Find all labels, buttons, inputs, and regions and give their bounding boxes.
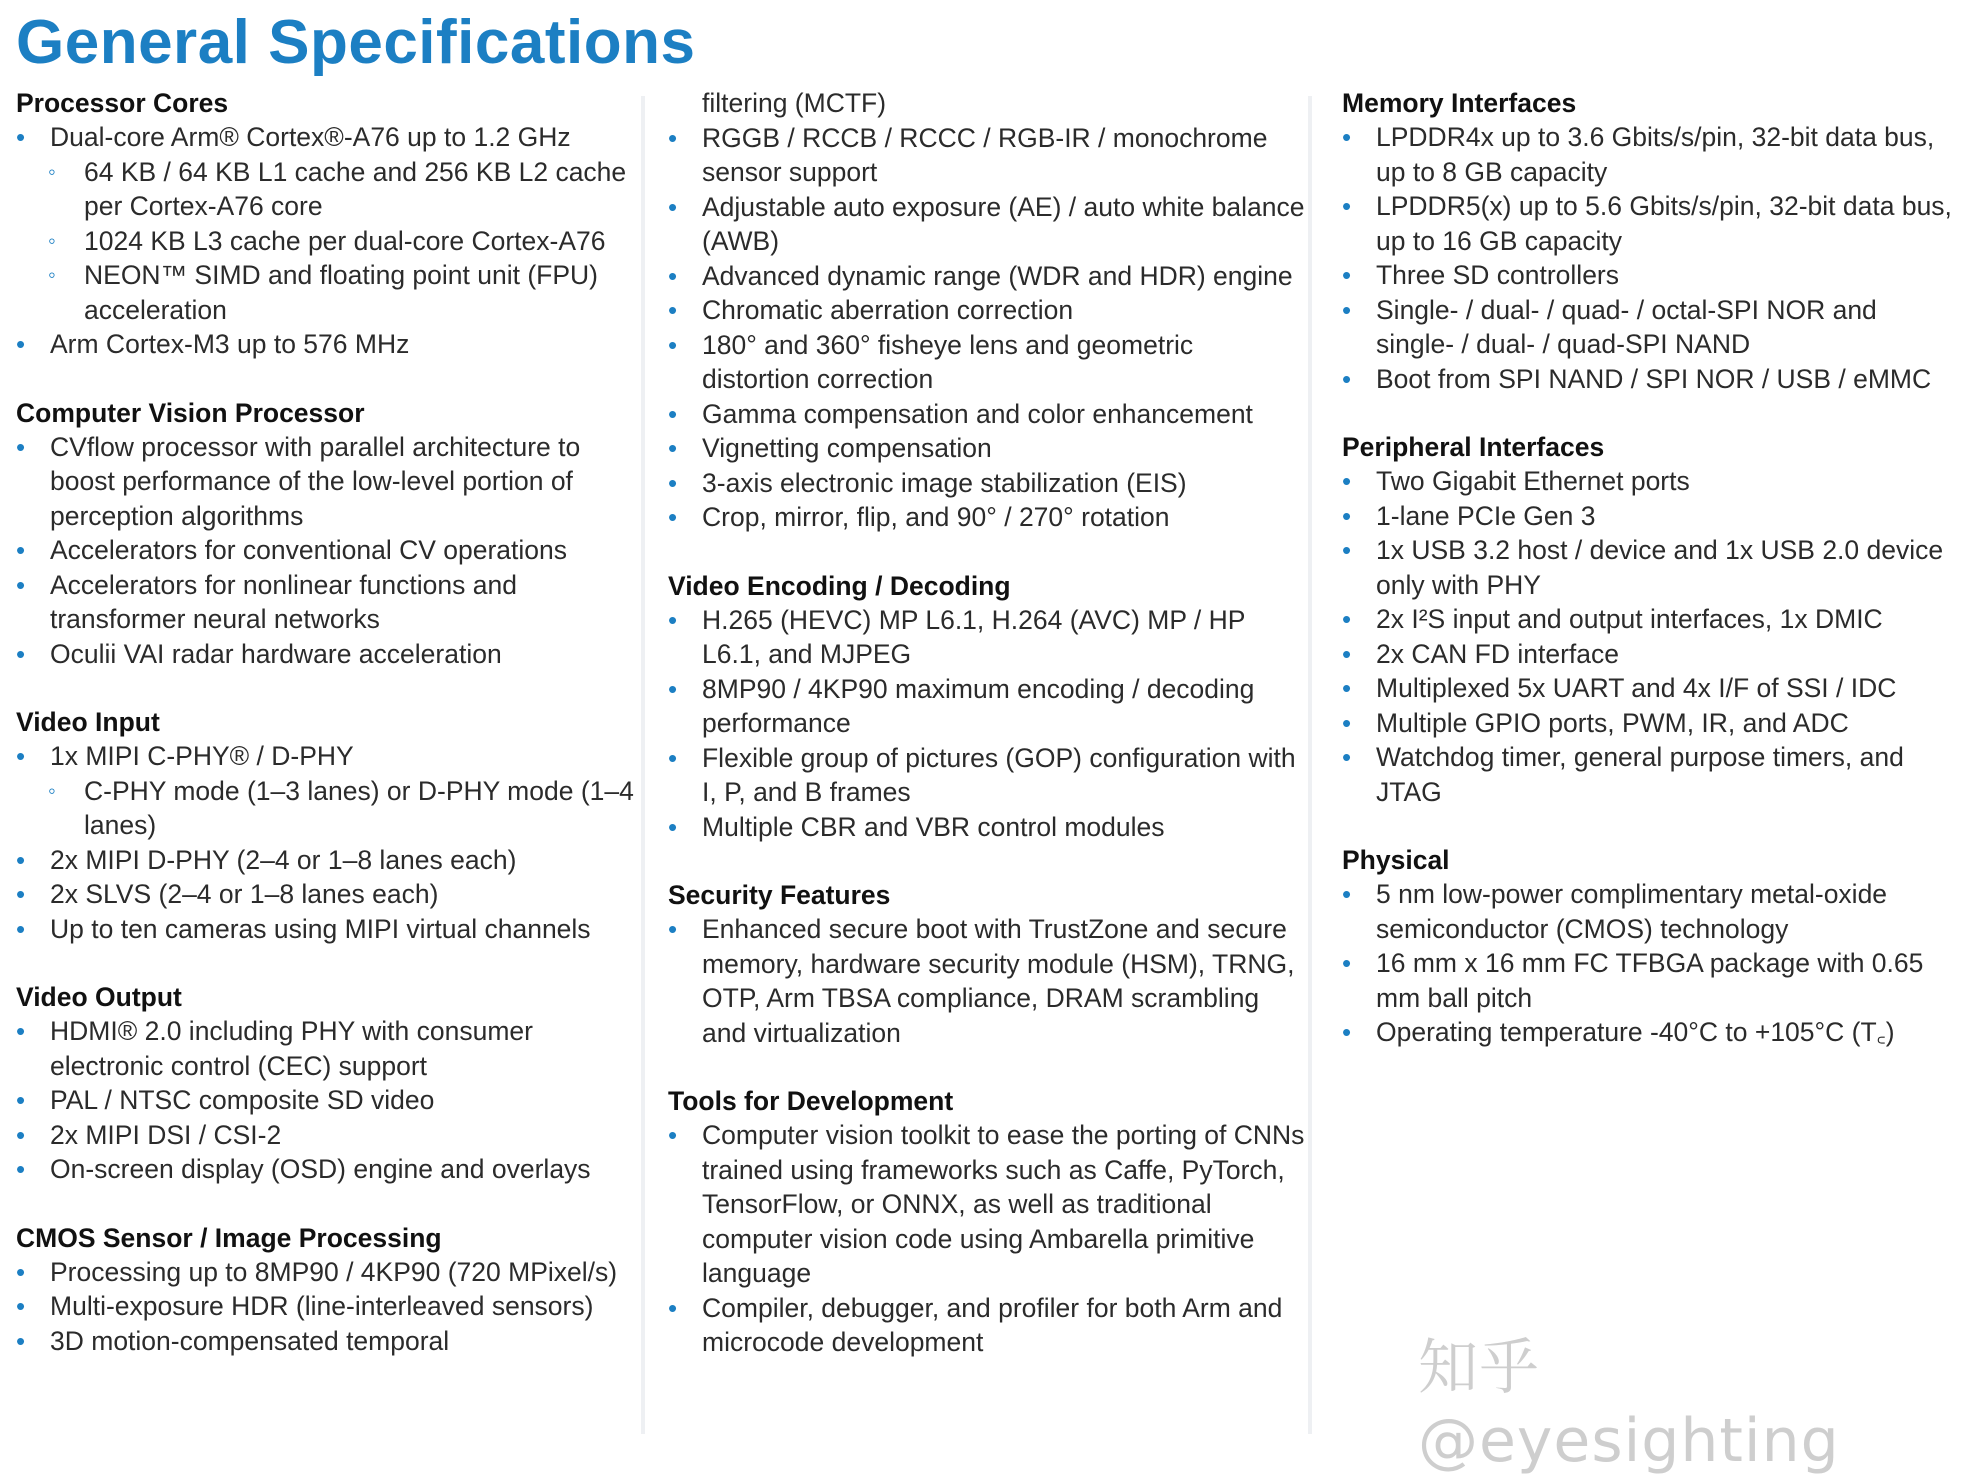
spec-list bbox=[668, 603, 1308, 845]
list-item: • H.265 (HEVC) MP L6.1, H.264 (AVC) MP / HP L6.1, and MJPEG bbox=[668, 603, 1308, 672]
list-item: • 2x MIPI D-PHY (2–4 or 1–8 lanes each) bbox=[16, 843, 636, 878]
column-divider bbox=[1308, 96, 1312, 1434]
spec-column-3 bbox=[1342, 86, 1962, 1084]
list-item: • 3-axis electronic image stabilization (EIS) bbox=[668, 466, 1308, 501]
list-item: • LPDDR4x up to 3.6 Gbits/s/pin, 32-bit data bus, up to 8 GB capacity bbox=[1342, 120, 1962, 189]
section-cmos-sensor-image-processing bbox=[16, 1221, 636, 1359]
spec-list bbox=[1342, 877, 1962, 1050]
list-item: • On-screen display (OSD) engine and overlays bbox=[16, 1152, 636, 1187]
section-title: Physical bbox=[1342, 845, 1450, 875]
list-item: • 1-lane PCIe Gen 3 bbox=[1342, 499, 1962, 534]
list-item: • Flexible group of pictures (GOP) configuration with I, P, and B frames bbox=[668, 741, 1308, 810]
section-title: Computer Vision Processor bbox=[16, 397, 365, 428]
spec-list bbox=[668, 1118, 1308, 1360]
list-item: • LPDDR5(x) up to 5.6 Gbits/s/pin, 32-bit data bus, up to 16 GB capacity bbox=[1342, 189, 1962, 258]
watermark-text: 知乎 @eyesighting bbox=[1418, 1333, 1840, 1476]
sub-list-item: ◦ NEON™ SIMD and floating point unit (FPU) acceleration bbox=[16, 258, 636, 327]
list-item: • 8MP90 / 4KP90 maximum encoding / decoding performance bbox=[668, 672, 1308, 741]
section-video-output bbox=[16, 980, 636, 1187]
list-item: • Multi-exposure HDR (line-interleaved sensors) bbox=[16, 1289, 636, 1324]
list-item: • CVflow processor with parallel architecture to boost performance of the low-level portion of perception algorithms bbox=[16, 430, 636, 534]
section-title: CMOS Sensor / Image Processing bbox=[16, 1222, 442, 1253]
list-item: • Vignetting compensation bbox=[668, 431, 1308, 466]
spec-list bbox=[16, 1014, 636, 1187]
page-title: General Specifications bbox=[16, 8, 696, 77]
list-item: • Single- / dual- / quad- / octal-SPI NOR and single- / dual- / quad-SPI NAND bbox=[1342, 293, 1962, 362]
section-title: Peripheral Interfaces bbox=[1342, 432, 1605, 462]
section-video-encoding-decoding bbox=[668, 569, 1308, 845]
spec-column-1 bbox=[16, 86, 636, 1392]
list-item: • 5 nm low-power complimentary metal-oxide semiconductor (CMOS) technology bbox=[1342, 877, 1962, 946]
list-item: • 16 mm x 16 mm FC TFBGA package with 0.65 mm ball pitch bbox=[1342, 946, 1962, 1015]
section-processor-cores bbox=[16, 86, 636, 362]
spec-list bbox=[16, 430, 636, 672]
section-computer-vision-processor bbox=[16, 396, 636, 672]
list-item: • 3D motion-compensated temporal bbox=[16, 1324, 636, 1359]
list-item: • Processing up to 8MP90 / 4KP90 (720 MPixel/s) bbox=[16, 1255, 636, 1290]
list-item: • Multiplexed 5x UART and 4x I/F of SSI / IDC bbox=[1342, 671, 1962, 706]
list-item: • Up to ten cameras using MIPI virtual channels bbox=[16, 912, 636, 947]
spec-list bbox=[16, 739, 636, 946]
list-item: • 2x I²S input and output interfaces, 1x DMIC bbox=[1342, 602, 1962, 637]
section-title: Video Output bbox=[16, 982, 182, 1012]
list-item: • Two Gigabit Ethernet ports bbox=[1342, 464, 1962, 499]
list-item: • Dual-core Arm® Cortex®-A76 up to 1.2 GHz bbox=[16, 120, 636, 155]
section-title: Processor Cores bbox=[16, 88, 229, 118]
list-item: • HDMI® 2.0 including PHY with consumer electronic control (CEC) support bbox=[16, 1014, 636, 1083]
list-item: • PAL / NTSC composite SD video bbox=[16, 1083, 636, 1118]
sub-list-item: ◦ 1024 KB L3 cache per dual-core Cortex-A76 bbox=[16, 224, 636, 259]
spec-list bbox=[668, 912, 1308, 1050]
list-item: • RGGB / RCCB / RCCC / RGB-IR / monochrome sensor support bbox=[668, 121, 1308, 190]
list-item: • 180° and 360° fisheye lens and geometric distortion correction bbox=[668, 328, 1308, 397]
list-item: • Three SD controllers bbox=[1342, 258, 1962, 293]
list-item: • 2x SLVS (2–4 or 1–8 lanes each) bbox=[16, 877, 636, 912]
column-divider bbox=[641, 96, 645, 1434]
sub-list-item: ◦ C-PHY mode (1–3 lanes) or D-PHY mode (1–4 lanes) bbox=[16, 774, 636, 843]
spec-column-2 bbox=[668, 86, 1308, 1394]
section-continued bbox=[668, 86, 1308, 535]
list-item: • Multiple GPIO ports, PWM, IR, and ADC bbox=[1342, 706, 1962, 741]
section-video-input bbox=[16, 705, 636, 946]
list-item: • Oculii VAI radar hardware acceleration bbox=[16, 637, 636, 672]
list-item: • 2x MIPI DSI / CSI-2 bbox=[16, 1118, 636, 1153]
spec-list bbox=[1342, 120, 1962, 396]
section-title: Tools for Development bbox=[668, 1086, 954, 1116]
spec-list bbox=[16, 120, 636, 362]
section-physical bbox=[1342, 843, 1962, 1050]
section-title: Memory Interfaces bbox=[1342, 88, 1577, 118]
list-item: • Computer vision toolkit to ease the porting of CNNs trained using frameworks such as Caffe, PyTorch, TensorFlow, or ONNX, as well as traditional computer vision code using Ambarella primitive language bbox=[668, 1118, 1308, 1291]
list-item: • Multiple CBR and VBR control modules bbox=[668, 810, 1308, 845]
list-item: • 2x CAN FD interface bbox=[1342, 637, 1962, 672]
list-item: • Accelerators for nonlinear functions and transformer neural networks bbox=[16, 568, 636, 637]
list-item: • Chromatic aberration correction bbox=[668, 293, 1308, 328]
section-memory-interfaces bbox=[1342, 86, 1962, 396]
list-item: • Advanced dynamic range (WDR and HDR) engine bbox=[668, 259, 1308, 294]
sub-list-item: ◦ 64 KB / 64 KB L1 cache and 256 KB L2 cache per Cortex-A76 core bbox=[16, 155, 636, 224]
spec-list bbox=[668, 86, 1308, 535]
list-item: • Compiler, debugger, and profiler for both Arm and microcode development bbox=[668, 1291, 1308, 1360]
list-item: • Enhanced secure boot with TrustZone and secure memory, hardware security module (HSM), TRNG, OTP, Arm TBSA compliance, DRAM scrambling and virtualization bbox=[668, 912, 1308, 1050]
section-tools-for-development bbox=[668, 1084, 1308, 1360]
section-peripheral-interfaces bbox=[1342, 430, 1962, 809]
list-item: • 1x USB 3.2 host / device and 1x USB 2.0 device only with PHY bbox=[1342, 533, 1962, 602]
section-security-features bbox=[668, 878, 1308, 1050]
list-item: • Watchdog timer, general purpose timers, and JTAG bbox=[1342, 740, 1962, 809]
list-item: • Accelerators for conventional CV operations bbox=[16, 533, 636, 568]
list-item: • 1x MIPI C-PHY® / D-PHY bbox=[16, 739, 636, 774]
list-item: • Gamma compensation and color enhancement bbox=[668, 397, 1308, 432]
list-item: • Adjustable auto exposure (AE) / auto white balance (AWB) bbox=[668, 190, 1308, 259]
list-item: • Arm Cortex-M3 up to 576 MHz bbox=[16, 327, 636, 362]
spec-list bbox=[16, 1255, 636, 1359]
section-title: Video Encoding / Decoding bbox=[668, 570, 1011, 601]
list-item-continued: filtering (MCTF) bbox=[702, 88, 887, 118]
list-item: • Operating temperature -40°C to +105°C (T꜀) bbox=[1342, 1015, 1962, 1050]
section-title: Security Features bbox=[668, 880, 891, 910]
list-item: • Boot from SPI NAND / SPI NOR / USB / eMMC bbox=[1342, 362, 1962, 397]
section-title: Video Input bbox=[16, 707, 160, 737]
spec-list bbox=[1342, 464, 1962, 809]
list-item: • Crop, mirror, flip, and 90° / 270° rotation bbox=[668, 500, 1308, 535]
